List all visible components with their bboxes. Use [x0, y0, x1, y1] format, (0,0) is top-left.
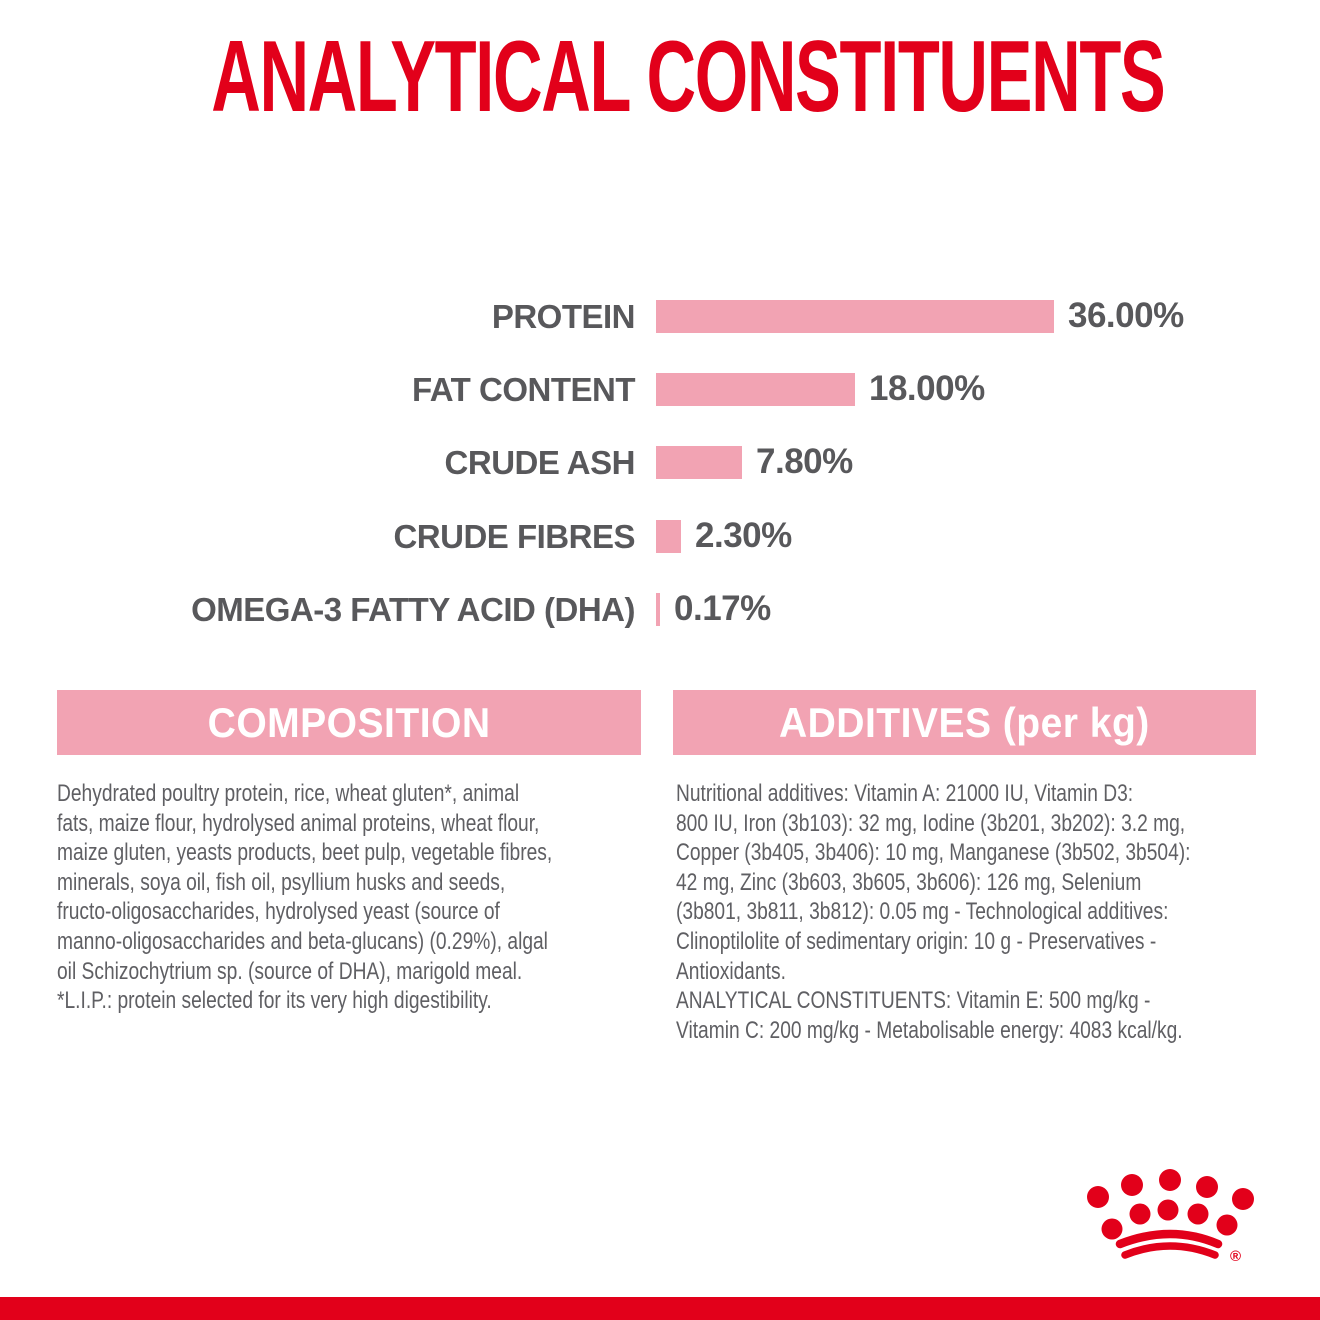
text-line: oil Schizochytrium sp. (source of DHA), marigold meal.	[57, 957, 523, 985]
text-line: manno-oligosaccharides and beta-glucans) (0.29%), algal	[57, 927, 548, 955]
text-line: Vitamin C: 200 mg/kg - Metabolisable energy: 4083 kcal/kg.	[676, 1016, 1183, 1044]
text-line: minerals, soya oil, fish oil, psyllium husks and seeds,	[57, 868, 506, 896]
royal-canin-crown-logo	[1085, 1166, 1260, 1272]
composition-header	[57, 690, 641, 755]
text-line: Antioxidants.	[676, 957, 786, 985]
bar-value-label: 7.80%	[756, 442, 853, 481]
text-line: fats, maize flour, hydrolysed animal proteins, wheat flour,	[57, 809, 540, 837]
text-line: *L.I.P.: protein selected for its very high digestibility.	[57, 987, 492, 1015]
text-line: (3b801, 3b811, 3b812): 0.05 mg - Technological additives:	[676, 898, 1169, 926]
bar	[656, 593, 660, 626]
composition-header-label: COMPOSITION	[207, 698, 491, 746]
bar-category-label: CRUDE FIBRES	[393, 518, 635, 555]
bar-category-label: OMEGA-3 FATTY ACID (DHA)	[191, 591, 635, 628]
bar-category-label: FAT CONTENT	[411, 371, 635, 408]
text-line: 800 IU, Iron (3b103): 32 mg, Iodine (3b201, 3b202): 3.2 mg,	[676, 809, 1186, 837]
bar-category-label: CRUDE ASH	[444, 444, 635, 481]
text-line: Clinoptilolite of sedimentary origin: 10 g - Preservatives -	[676, 927, 1157, 955]
bar	[656, 520, 681, 553]
chart-row	[0, 589, 1320, 628]
additives-text	[676, 779, 1191, 1045]
text-line: Nutritional additives: Vitamin A: 21000 IU, Vitamin D3:	[676, 780, 1134, 807]
chart-row	[0, 442, 1320, 481]
chart-row	[0, 296, 1320, 335]
text-line: Copper (3b405, 3b406): 10 mg, Manganese (3b502, 3b504):	[676, 839, 1191, 867]
text-line: fructo-oligosaccharides, hydrolysed yeast (source of	[57, 898, 500, 926]
bar-value-label: 36.00%	[1068, 296, 1184, 335]
additives-header-label: ADDITIVES (per kg)	[779, 698, 1150, 746]
bar	[656, 446, 742, 479]
bar-value-label: 2.30%	[695, 516, 792, 555]
chart-row	[0, 516, 1320, 555]
crown-lower-arc	[1125, 1246, 1215, 1255]
text-line: ANALYTICAL CONSTITUENTS: Vitamin E: 500 mg/kg -	[676, 987, 1151, 1015]
additives-header	[673, 690, 1256, 755]
chart-row	[0, 369, 1320, 408]
bar	[656, 373, 855, 406]
text-line: maize gluten, yeasts products, beet pulp, vegetable fibres,	[57, 839, 553, 867]
text-line: Dehydrated poultry protein, rice, wheat gluten*, animal	[57, 780, 520, 807]
bar-category-label: PROTEIN	[491, 298, 635, 335]
text-line: 42 mg, Zinc (3b603, 3b605, 3b606): 126 mg, Selenium	[676, 868, 1142, 896]
bar-value-label: 0.17%	[674, 589, 771, 628]
composition-text	[57, 779, 552, 1016]
bar	[656, 300, 1054, 333]
bar-value-label: 18.00%	[869, 369, 985, 408]
page-title: ANALYTICAL CONSTITUENTS	[211, 21, 1165, 133]
footer-red-bar	[0, 1297, 1320, 1320]
registered-trademark-symbol: ®	[1230, 1248, 1242, 1265]
